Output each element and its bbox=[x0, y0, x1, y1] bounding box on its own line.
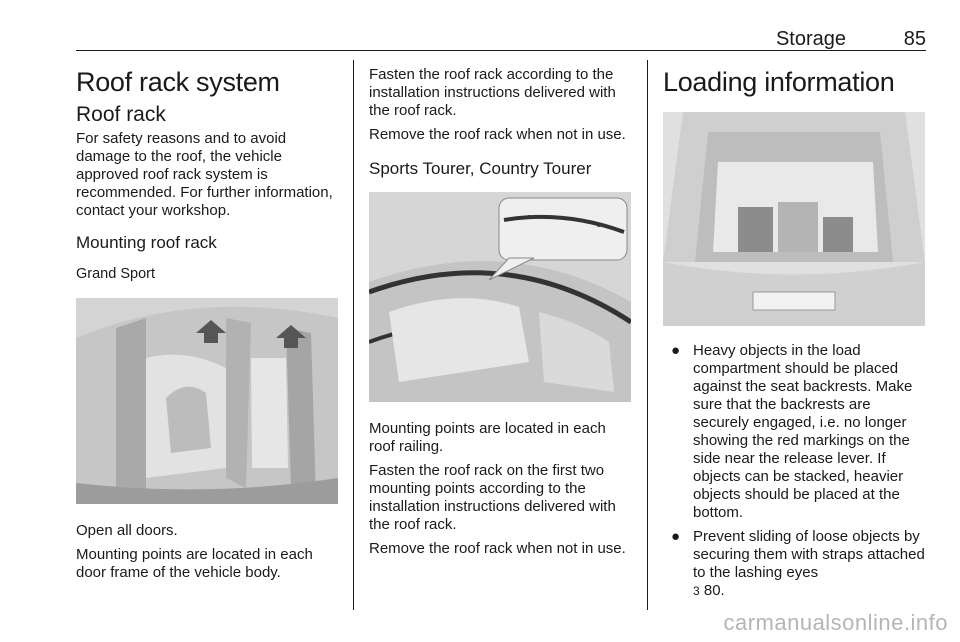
roof-rack-intro: For safety reasons and to avoid damage to the roof, the vehicle approved roof rack system is recommended. For further information, contact your workshop. bbox=[76, 130, 333, 219]
first-two-points-text: Fasten the roof rack on the first two mounting points according to the installation instructions delivered with the roof rack. bbox=[369, 462, 616, 533]
open-doors-text: Open all doors. bbox=[76, 522, 178, 539]
list-item bbox=[663, 342, 925, 522]
roof-rack-subtitle: Roof rack bbox=[76, 103, 166, 126]
bullet-marker: ● bbox=[671, 528, 681, 545]
column-mounting-instructions bbox=[369, 60, 633, 564]
roof-rack-system-title: Roof rack system bbox=[76, 67, 280, 97]
column-divider-2 bbox=[647, 60, 648, 610]
column-roof-rack bbox=[76, 60, 338, 588]
bullet-text: Prevent sliding of loose objects by securing them with straps attached to the lashing eyes bbox=[693, 528, 925, 581]
watermark: carmanualsonline.info bbox=[723, 610, 948, 635]
column-loading-information bbox=[663, 60, 925, 606]
sports-tourer-heading: Sports Tourer, Country Tourer bbox=[369, 159, 592, 178]
bullet-marker: ● bbox=[671, 342, 681, 359]
list-item bbox=[663, 528, 925, 600]
grand-sport-door-illustration bbox=[76, 298, 338, 504]
roof-railing-mounting-text: Mounting points are located in each roof railing. bbox=[369, 420, 606, 455]
loading-bullet-list bbox=[663, 342, 925, 600]
page-reference-link[interactable]: 80. bbox=[703, 582, 725, 599]
grand-sport-heading: Grand Sport bbox=[76, 266, 155, 282]
page-header bbox=[76, 28, 926, 51]
fasten-instructions-text: Fasten the roof rack according to the installation instructions delivered with the roof rack. bbox=[369, 66, 616, 119]
remove-rack-text: Remove the roof rack when not in use. bbox=[369, 126, 626, 143]
mounting-heading: Mounting roof rack bbox=[76, 233, 217, 252]
load-compartment-illustration bbox=[663, 112, 925, 326]
door-frame-mounting-text: Mounting points are located in each door frame of the vehicle body. bbox=[76, 546, 313, 581]
remove-rack-text-2: Remove the roof rack when not in use. bbox=[369, 540, 626, 557]
bullet-text: Heavy objects in the load compartment should be placed against the seat backrests. Make sure that the backrests are securely engaged, i.e. no longer showing the red markings on the side near the release lever. If objects can be stacked, heavier objects should be placed at the bottom. bbox=[693, 342, 913, 521]
page-ref-icon: 3 bbox=[693, 584, 700, 598]
section-title: Storage bbox=[775, 28, 846, 50]
roof-railing-illustration bbox=[369, 192, 631, 402]
loading-information-title: Loading information bbox=[663, 67, 895, 97]
page-number: 85 bbox=[903, 28, 926, 50]
column-divider-1 bbox=[353, 60, 354, 610]
